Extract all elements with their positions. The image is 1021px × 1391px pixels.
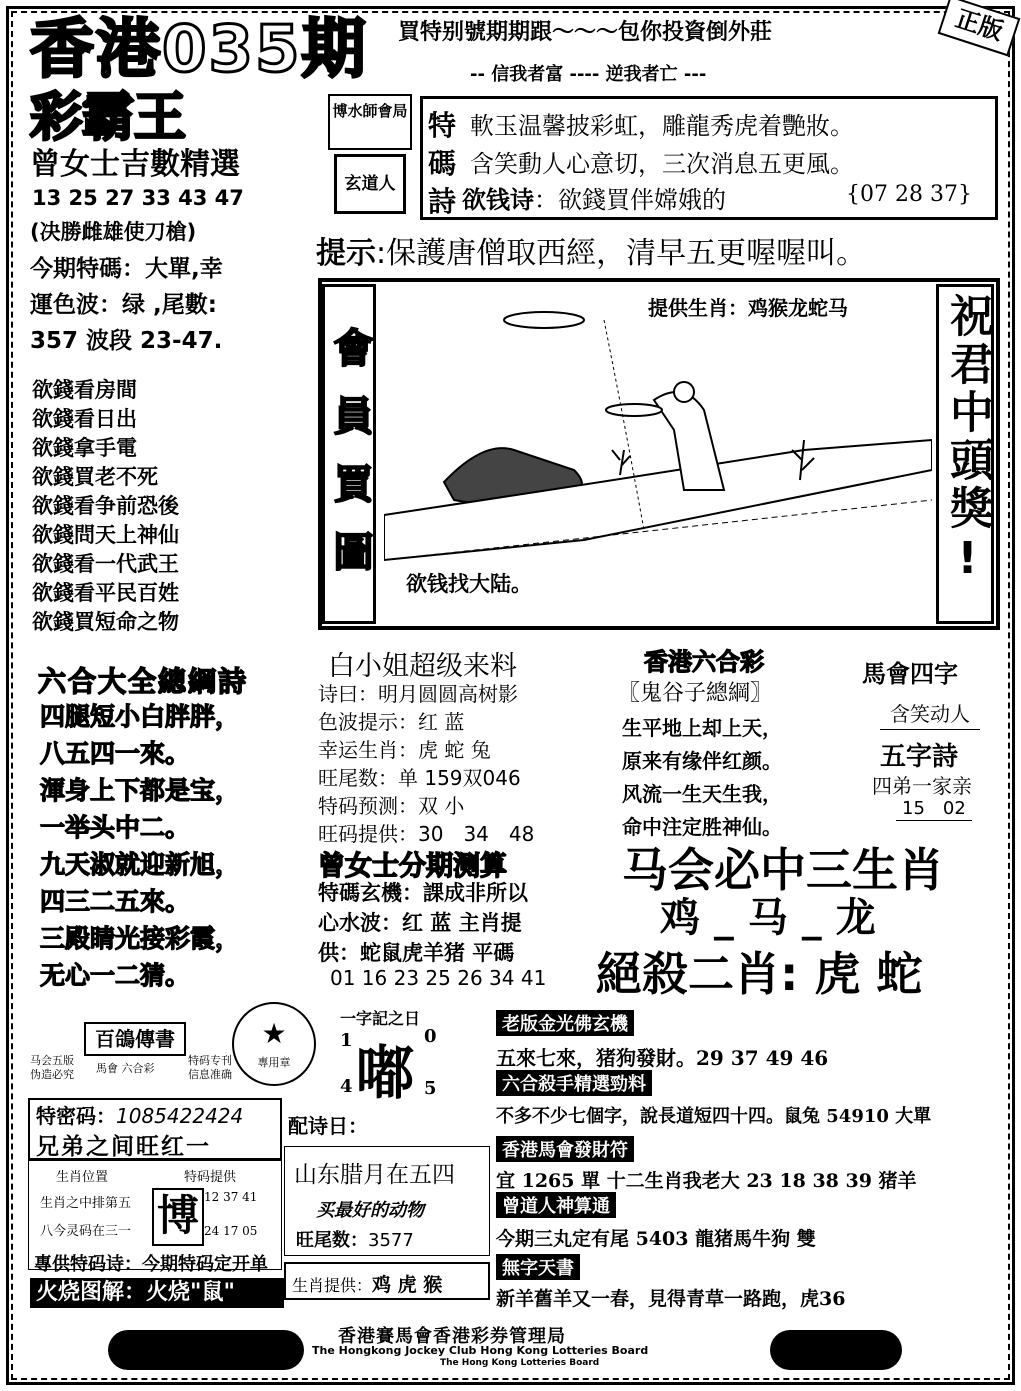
footer-line-1: 香港賽馬會香港彩券管理局	[338, 1326, 566, 1347]
zeng-title: 曾女士分期测算	[318, 851, 507, 882]
list-item: 欲錢拿手電	[32, 436, 137, 460]
poem-numbers: {07 28 37}	[846, 182, 972, 207]
section-title: 香港馬會發財符	[496, 1136, 634, 1162]
bai-row: 诗曰：明月圆圆高树影	[318, 682, 518, 706]
tagline-right: 逆我者亡	[605, 64, 678, 85]
section-text: 新羊舊羊又一春，見得青草一路跑，虎36	[496, 1288, 846, 1310]
bai-row: 幸运生肖：虎 蛇 兔	[318, 738, 491, 762]
label-a: 马会五版 伪造必究	[30, 1054, 74, 1081]
left-vertical-banner: 會員買圖	[322, 284, 376, 624]
fire-title: 火烧图解：火烧"鼠"	[30, 1278, 284, 1308]
stamp-baige: 百鴿傳書	[84, 1022, 186, 1056]
bai-row: 特码预测：双 小	[318, 794, 465, 818]
left-top-line-1: 今期特碼：大單,幸	[30, 256, 223, 282]
left-top-line-2: 運色波：绿 ,尾數:	[30, 292, 217, 318]
list-item: 欲錢看争前恐後	[32, 494, 179, 518]
section-title: 六合殺手精選勁料	[496, 1070, 652, 1096]
section-title: 老版金光佛玄機	[496, 1010, 634, 1036]
section-text: 宜 1265 單 十二生肖我老大 23 18 38 39 猪羊	[496, 1170, 917, 1192]
poem-label-te: 特	[428, 109, 457, 142]
tagline: -- 信我者富 ---- 逆我者亡 ---	[470, 64, 707, 85]
pei-shi-label: 配诗日：	[288, 1114, 368, 1138]
guigu-line: 风流一生天生我，	[622, 782, 782, 806]
liuhe-title: 六合大全總綱詩	[38, 665, 249, 698]
motto: (决勝雌雄使刀槍)	[30, 220, 197, 244]
tema-nums-1: 12 37 41	[204, 1190, 258, 1204]
footer-line-3: The Hong Kong Lotteries Board	[440, 1358, 600, 1368]
one-char: 嘟	[356, 1039, 415, 1107]
section-title: 無字天書	[496, 1254, 580, 1280]
digit-4: 4	[340, 1076, 353, 1097]
money-list	[32, 376, 179, 637]
guigu-line: 命中注定胜神仙。	[622, 815, 782, 839]
bai-title: 白小姐超级来料	[328, 651, 517, 682]
picture-caption-bottom: 欲钱找大陆。	[406, 572, 532, 596]
digit-1: 1	[340, 1030, 353, 1051]
section-title: 曾道人神算通	[496, 1192, 616, 1218]
five-char-title: 五字詩	[880, 742, 959, 772]
guigu-subtitle: 〖鬼谷子總綱〗	[618, 681, 773, 706]
zeng-numbers: 01 16 23 25 26 34 41	[330, 966, 547, 990]
brothers-line: 兄弟之间旺红一	[36, 1134, 211, 1160]
footer-logo-right	[770, 1330, 902, 1370]
digit-5: 5	[424, 1078, 437, 1099]
digit-0: 0	[424, 1026, 437, 1047]
seal-top: 博水師會局	[328, 94, 412, 150]
three-zodiac-title: 马会必中三生肖	[622, 843, 944, 897]
shengxiao-pos-1: 生肖之中排第五	[40, 1196, 132, 1211]
bai-row: 旺尾数：单 159双046	[318, 766, 521, 790]
list-item: 欲錢看平民百姓	[32, 581, 179, 605]
list-item: 欲錢看日出	[32, 407, 137, 431]
poem-line-3: 欲钱诗：欲錢買伴嫦娥的	[462, 186, 726, 214]
bo-char: 博	[152, 1188, 204, 1246]
round-seal: ★ 專用章	[232, 1002, 316, 1086]
tema-title: 特码提供	[184, 1170, 237, 1185]
poem-line: 渾身上下都是宝，	[40, 776, 241, 805]
section-text: 今期三丸定有尾 5403 龍猪馬牛狗 雙	[496, 1228, 816, 1250]
page-title: 香港035期	[30, 13, 368, 87]
tejima-line: 特密码：1085422424	[36, 1104, 244, 1128]
list-item: 欲錢買短命之物	[32, 610, 179, 634]
poem-line: 八五四一來。	[40, 739, 191, 768]
list-item: 欲錢看一代武王	[32, 552, 179, 576]
poem-line-2: 含笑動人心意切，三次消息五更風。	[470, 150, 854, 178]
zeng-row: 心水波：红 蓝 主肖提	[318, 911, 522, 935]
section-text: 不多不少七個字，說長道短四十四。鼠兔 54910 大單	[496, 1106, 932, 1127]
section-text: 五來七來，猪狗發財。29 37 49 46	[496, 1046, 829, 1070]
kill-line: 絕殺二肖: 虎 蛇	[596, 947, 923, 1001]
shengxiao-pos-2: 八今灵码在三一	[40, 1224, 132, 1239]
right-vertical-banner: 祝君中頭獎!	[936, 284, 994, 624]
zeng-row: 特碼玄機：課成非所以	[318, 881, 528, 905]
poem-line: 一举头中二。	[40, 813, 191, 842]
list-item: 欲錢買老不死	[32, 465, 158, 489]
bai-rows	[318, 680, 534, 848]
three-zodiac-animals: 鸡 _ 马 _ 龙	[660, 895, 876, 941]
corner-stamp: 正版	[938, 0, 1021, 56]
zodiac-supply: 生肖提供：鸡 虎 猴	[292, 1274, 443, 1296]
guigu-line: 原来有缘伴红颜。	[622, 749, 782, 773]
guigu-line: 生平地上却上天，	[622, 716, 782, 740]
special-poem: 專供特码诗：今期特码定开单	[34, 1254, 268, 1275]
hint-line: 提示:保護唐僧取西經，清早五更喔喔叫。	[316, 236, 867, 271]
footer-logo-left	[108, 1330, 304, 1370]
poem-line-1: 軟玉温馨披彩虹，雕龍秀虎着艷妝。	[470, 112, 854, 140]
poem-label-ma: 碼	[428, 147, 457, 180]
picture-caption-top: 提供生肖：鸡猴龙蛇马	[648, 296, 848, 320]
poem-line: 四三二五來。	[40, 887, 191, 916]
pei-shi-line-1: 山东腊月在五四	[294, 1162, 455, 1188]
lucky-numbers: 13 25 27 33 43 47	[32, 186, 244, 210]
bai-row: 色波提示：红 蓝	[318, 710, 465, 734]
poem-line: 三殿睛光接彩霞，	[40, 924, 241, 953]
four-char-title: 馬會四字	[862, 660, 958, 688]
right-sections	[496, 1010, 996, 1310]
poem-line: 无心一二猜。	[40, 961, 191, 990]
bai-row: 旺码提供：30 34 48	[318, 822, 535, 846]
stamp-sub: 馬會 六合彩	[96, 1062, 155, 1075]
five-char-phrase: 四弟一家亲	[872, 774, 972, 798]
pei-shi-line-2: 买最好的动物	[316, 1200, 424, 1221]
zeng-row: 供：蛇鼠虎羊猪 平碼	[318, 941, 515, 965]
left-heading: 曾女士吉數精選	[30, 147, 240, 182]
tagline-left: 信我者富	[491, 64, 564, 85]
left-top-line-3: 357 波段 23-47.	[30, 328, 223, 354]
guigu-title: 香港六合彩	[644, 648, 764, 676]
list-item: 欲錢問天上神仙	[32, 523, 179, 547]
poem-line: 九天淑就迎新旭，	[40, 850, 241, 879]
liuhe-lines	[40, 698, 240, 994]
footer-line-2: The Hongkong Jockey Club Hong Kong Lotteries Board	[312, 1344, 649, 1357]
list-item: 欲錢看房間	[32, 378, 137, 402]
star-icon: ★	[261, 1017, 287, 1050]
label-b: 特码专刊 信息准确	[188, 1054, 232, 1081]
five-char-nums: 15 02	[896, 794, 972, 821]
poem-label-shi: 詩	[428, 185, 457, 218]
poem-line: 四腿短小白胖胖，	[40, 702, 241, 731]
page-subtitle: 彩霸王	[30, 88, 187, 148]
slogan: 買特别號期期跟～～～包你投資倒外莊	[398, 19, 773, 45]
tail-line: 旺尾数：3577	[296, 1230, 414, 1251]
one-char-title: 一字記之日	[340, 1009, 421, 1028]
seal-bottom: 玄道人	[334, 154, 406, 214]
guigu-lines	[622, 712, 782, 844]
tema-nums-2: 24 17 05	[204, 1224, 258, 1238]
four-char-phrase: 含笑动人	[880, 698, 980, 730]
zeng-rows	[318, 878, 528, 968]
shengxiao-pos-title: 生肖位置	[56, 1170, 109, 1185]
